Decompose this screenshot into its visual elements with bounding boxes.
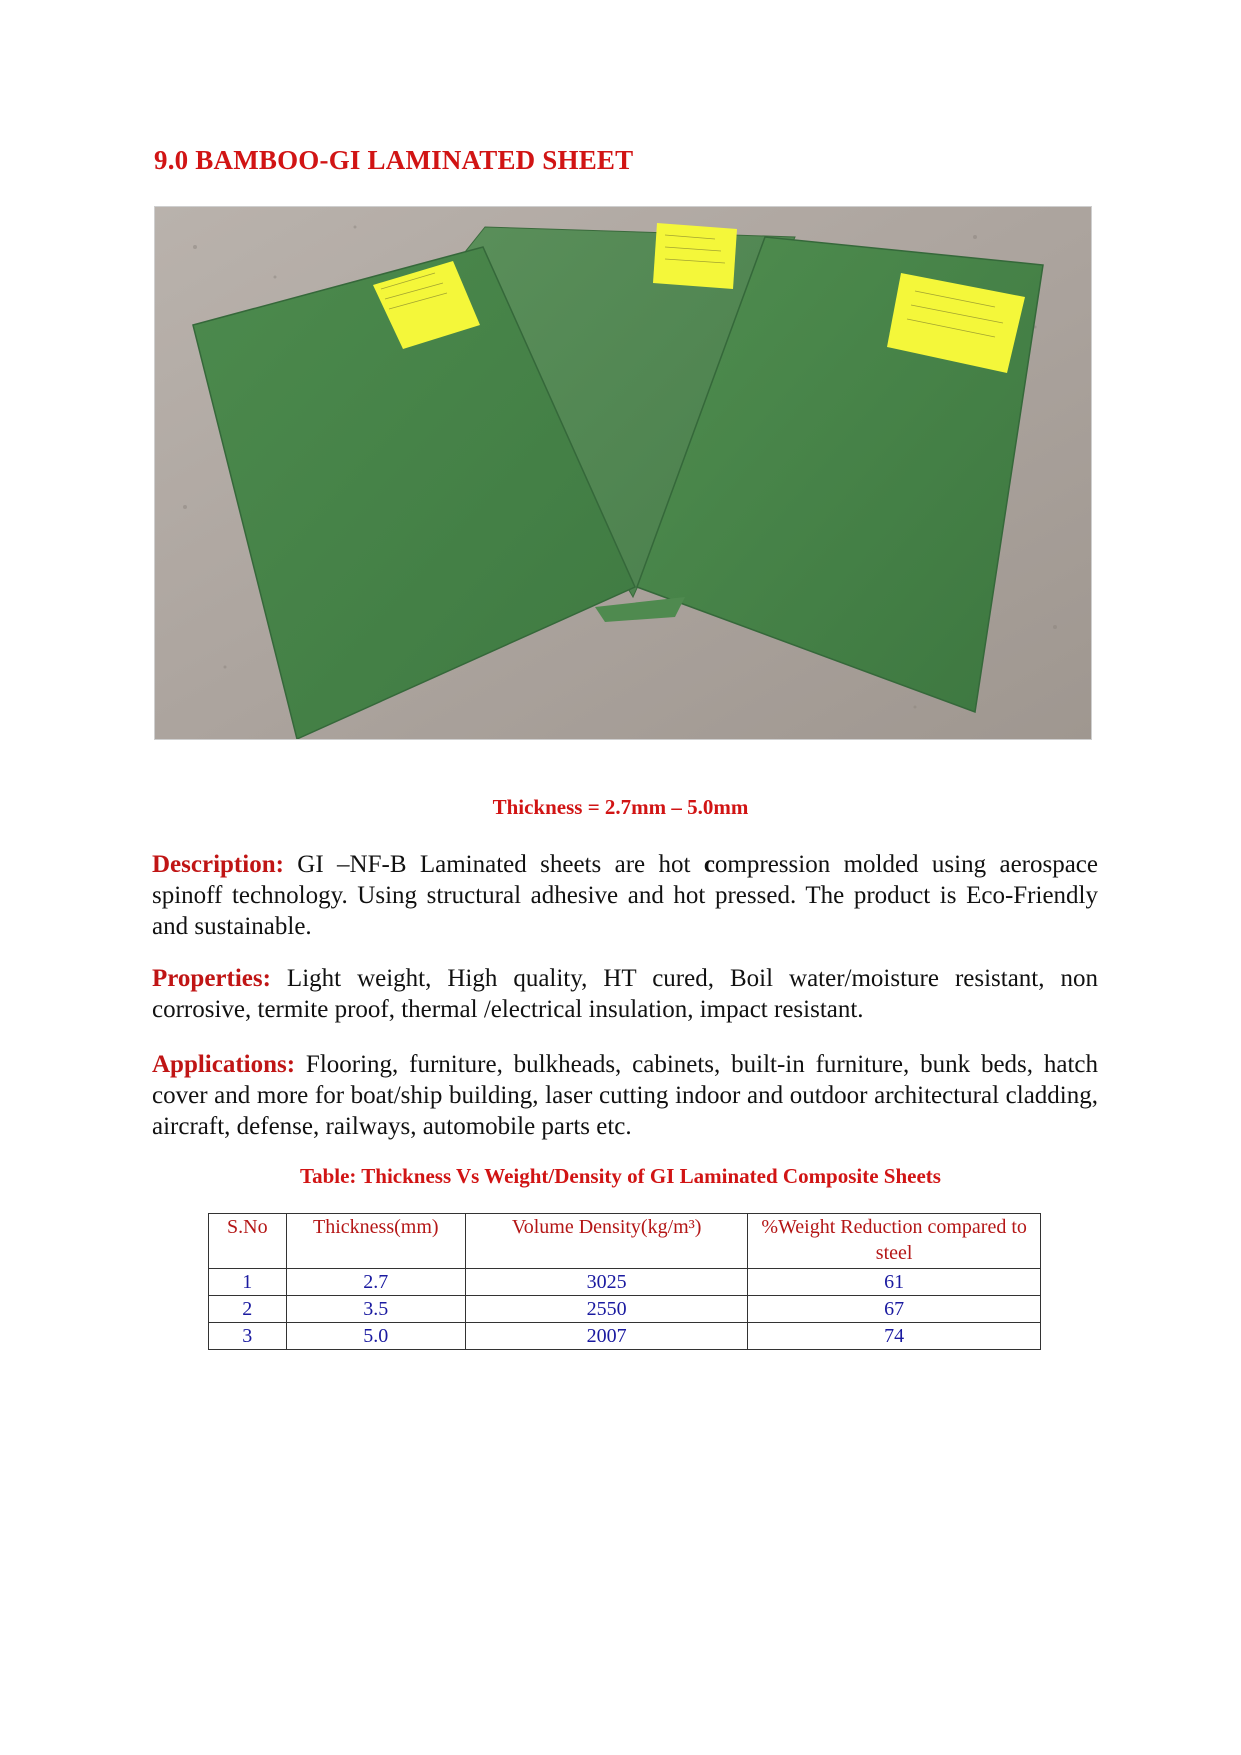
- cell-sno: 3: [209, 1323, 287, 1350]
- properties-text: Light weight, High quality, HT cured, Boil water/moisture resistant, non corrosive, termite proof, thermal /electrical insulation, impact resistant.: [152, 965, 1098, 1023]
- density-table: [208, 1213, 1041, 1350]
- header-thickness: Thickness(mm): [286, 1214, 465, 1269]
- header-weight-reduction: %Weight Reduction compared to steel: [748, 1214, 1041, 1269]
- table-caption: Table: Thickness Vs Weight/Density of GI Laminated Composite Sheets: [300, 1164, 941, 1188]
- description-paragraph: [152, 849, 1098, 942]
- cell-thickness: 5.0: [286, 1323, 465, 1350]
- description-text-2: ompression molded using aerospace spinoff technology. Using structural adhesive and hot pressed. The product is Eco-Friendly and sustainable.: [152, 851, 1099, 940]
- cell-thickness: 2.7: [286, 1269, 465, 1296]
- applications-text: Flooring, furniture, bulkheads, cabinets, built-in furniture, bunk beds, hatch cover and more for boat/ship building, laser cutting indoor and outdoor architectural cladding, aircraft, defense, railways, automobile parts etc.: [152, 1051, 1098, 1140]
- description-text-1: GI –NF-B Laminated sheets are hot: [283, 851, 704, 878]
- table-header-row: [209, 1214, 1041, 1269]
- applications-paragraph: [152, 1049, 1098, 1142]
- table-row: [209, 1323, 1041, 1350]
- product-photo: [154, 206, 1092, 740]
- cell-weight-reduction: 61: [748, 1269, 1041, 1296]
- cell-weight-reduction: 67: [748, 1296, 1041, 1323]
- cell-density: 2550: [466, 1296, 748, 1323]
- table-row: [209, 1269, 1041, 1296]
- cell-density: 3025: [466, 1269, 748, 1296]
- cell-thickness: 3.5: [286, 1296, 465, 1323]
- sticky-note-icon: [653, 223, 737, 289]
- properties-paragraph: [152, 963, 1098, 1025]
- applications-label: Applications:: [152, 1051, 296, 1078]
- page-title: 9.0 BAMBOO-GI LAMINATED SHEET: [154, 145, 634, 175]
- cell-sno: 1: [209, 1269, 287, 1296]
- cell-weight-reduction: 74: [748, 1323, 1041, 1350]
- description-label: Description:: [152, 851, 284, 878]
- cell-sno: 2: [209, 1296, 287, 1323]
- cell-density: 2007: [466, 1323, 748, 1350]
- thickness-caption: Thickness = 2.7mm – 5.0mm: [492, 795, 749, 819]
- table-row: [209, 1296, 1041, 1323]
- properties-label: Properties:: [152, 965, 271, 992]
- description-text-bold: c: [703, 851, 715, 878]
- header-sno: S.No: [209, 1214, 287, 1269]
- header-density: Volume Density(kg/m³): [466, 1214, 748, 1269]
